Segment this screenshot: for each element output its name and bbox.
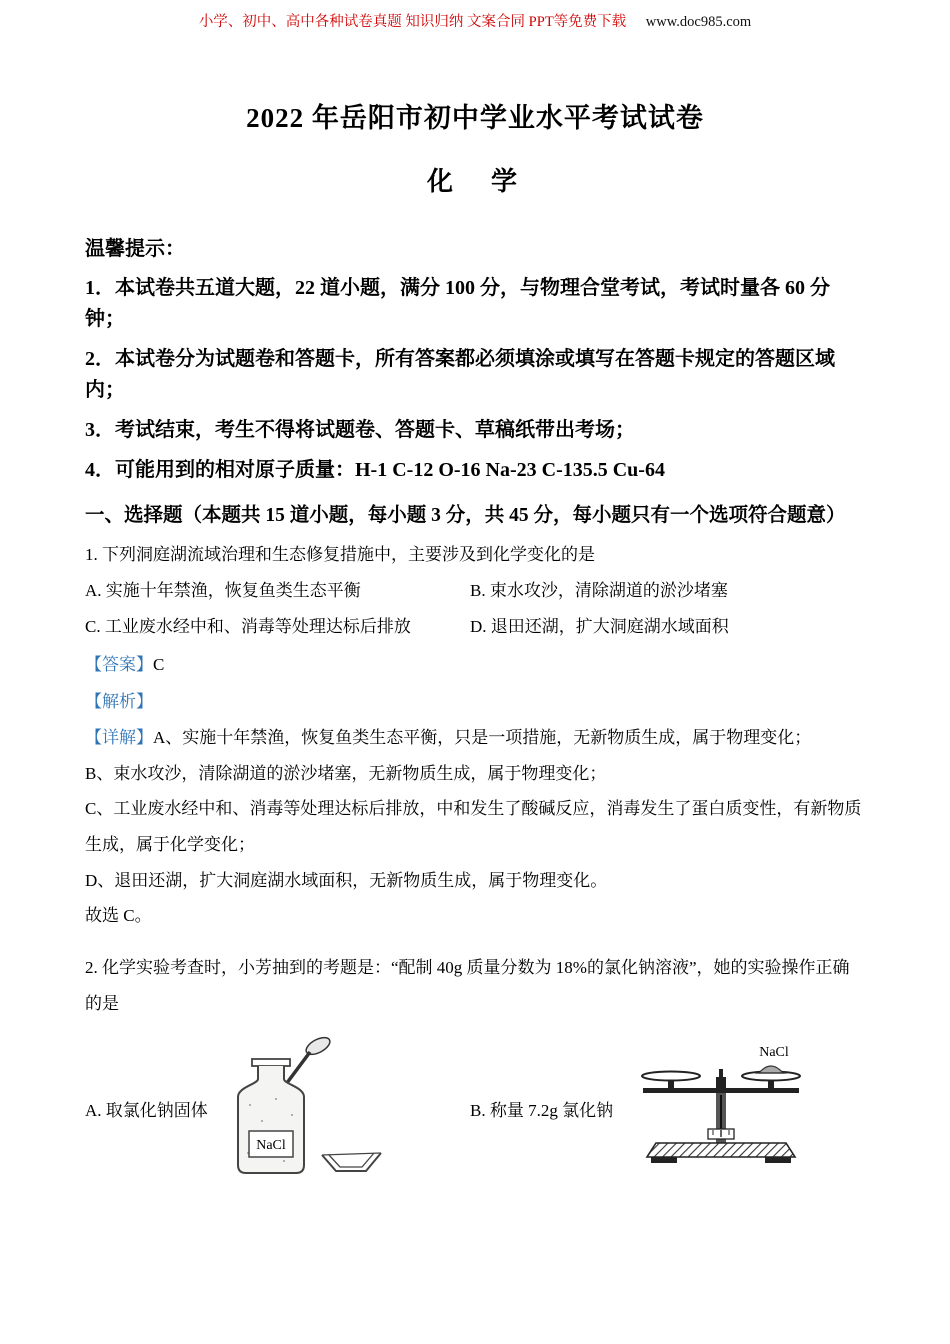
q2-stem: 2. 化学实验考查时，小芳抽到的考题是：“配制 40g 质量分数为 18%的氯化钠溶液”，她的实验操作正确的是 bbox=[85, 958, 850, 1013]
notice-item-2: 2．本试卷分为试题卷和答题卡，所有答案都必须填涂或填写在答题卡规定的答题区域内； bbox=[85, 348, 835, 402]
notice-section bbox=[85, 234, 865, 486]
balance-left-pan-icon bbox=[642, 1072, 700, 1081]
answer-value: C bbox=[153, 654, 165, 674]
bottle-rim-icon bbox=[252, 1059, 290, 1066]
notice-heading: 温馨提示： bbox=[85, 238, 185, 261]
q2-option-a-group bbox=[85, 1033, 470, 1183]
q1-detail-conclusion: 故选 C。 bbox=[85, 906, 152, 926]
nacl-powder-pile-icon bbox=[759, 1066, 783, 1073]
q1-detail-block bbox=[85, 720, 865, 934]
q1-detail-line-1 bbox=[85, 720, 865, 756]
q2-option-a-label: A. 取氯化钠固体 bbox=[85, 1100, 208, 1120]
balance-base-icon bbox=[647, 1143, 795, 1157]
subject-title: 化 学 bbox=[426, 167, 523, 197]
nacl-bottle-figure bbox=[218, 1033, 393, 1183]
q2-option-b-group bbox=[470, 1043, 818, 1173]
answer-label: 【答案】 bbox=[85, 654, 153, 674]
q1-option-b: B. 束水攻沙，清除湖道的淤沙堵塞 bbox=[470, 581, 728, 601]
promo-text: 小学、初中、高中各种试卷真题 知识归纳 文案合同 PPT等免费下载 bbox=[198, 14, 627, 30]
q2-option-b-label: B. 称量 7.2g 氯化钠 bbox=[470, 1100, 614, 1120]
q1-detail-line-2: B、束水攻沙，清除湖道的淤沙堵塞，无新物质生成，属于物理变化； bbox=[85, 763, 607, 783]
notice-item-3: 3．考试结束，考生不得将试题卷、答题卡、草稿纸带出考场； bbox=[85, 419, 635, 442]
question-2 bbox=[85, 950, 865, 1183]
analysis-label: 【解析】 bbox=[85, 692, 153, 712]
q1-analysis-line bbox=[85, 684, 865, 720]
q1-stem: 1. 下列洞庭湖流域治理和生态修复措施中，主要涉及到化学变化的是 bbox=[85, 545, 595, 565]
q1-option-c: C. 工业废水经中和、消毒等处理达标后排放 bbox=[85, 616, 411, 636]
q2-options-row bbox=[85, 1033, 865, 1183]
detail-text-a: A、实施十年禁渔，恢复鱼类生态平衡，只是一项措施，无新物质生成，属于物理变化； bbox=[153, 727, 812, 747]
q1-option-d: D. 退田还湖，扩大洞庭湖水域面积 bbox=[470, 616, 729, 636]
q1-options-row-1 bbox=[85, 573, 865, 609]
section-1-heading: 一、选择题（本题共 15 道小题，每小题 3 分，共 45 分，每小题只有一个选项符合题意） bbox=[85, 505, 846, 527]
q1-detail-line-4: D、退田还湖，扩大洞庭湖水域面积，无新物质生成，属于物理变化。 bbox=[85, 870, 608, 890]
question-1 bbox=[85, 537, 865, 934]
bottle-label-text: NaCl bbox=[256, 1138, 286, 1154]
page-title: 2022 年岳阳市初中学业水平考试试卷 bbox=[246, 103, 704, 134]
balance-sample-label: NaCl bbox=[759, 1045, 789, 1061]
watermark-header bbox=[85, 12, 865, 32]
notice-item-4: 4．可能用到的相对原子质量：H-1 C-12 O-16 Na-23 C-135.5 Cu-64 bbox=[85, 459, 665, 482]
balance-beam-icon bbox=[643, 1088, 799, 1093]
q1-answer-line bbox=[85, 647, 865, 683]
q1-option-a: A. 实施十年禁渔，恢复鱼类生态平衡 bbox=[85, 581, 361, 601]
q1-options-row-2 bbox=[85, 609, 865, 645]
balance-scale-figure bbox=[623, 1043, 818, 1173]
q1-detail-line-3: C、工业废水经中和、消毒等处理达标后排放，中和发生了酸碱反应，消毒发生了蛋白质变性，有新物质生成，属于化学变化； bbox=[85, 799, 862, 854]
detail-label: 【详解】 bbox=[85, 727, 153, 747]
site-url: www.doc985.com bbox=[645, 14, 752, 30]
notice-item-1: 1．本试卷共五道大题，22 道小题，满分 100 分，与物理合堂考试，考试时量各 60 分钟； bbox=[85, 277, 830, 331]
